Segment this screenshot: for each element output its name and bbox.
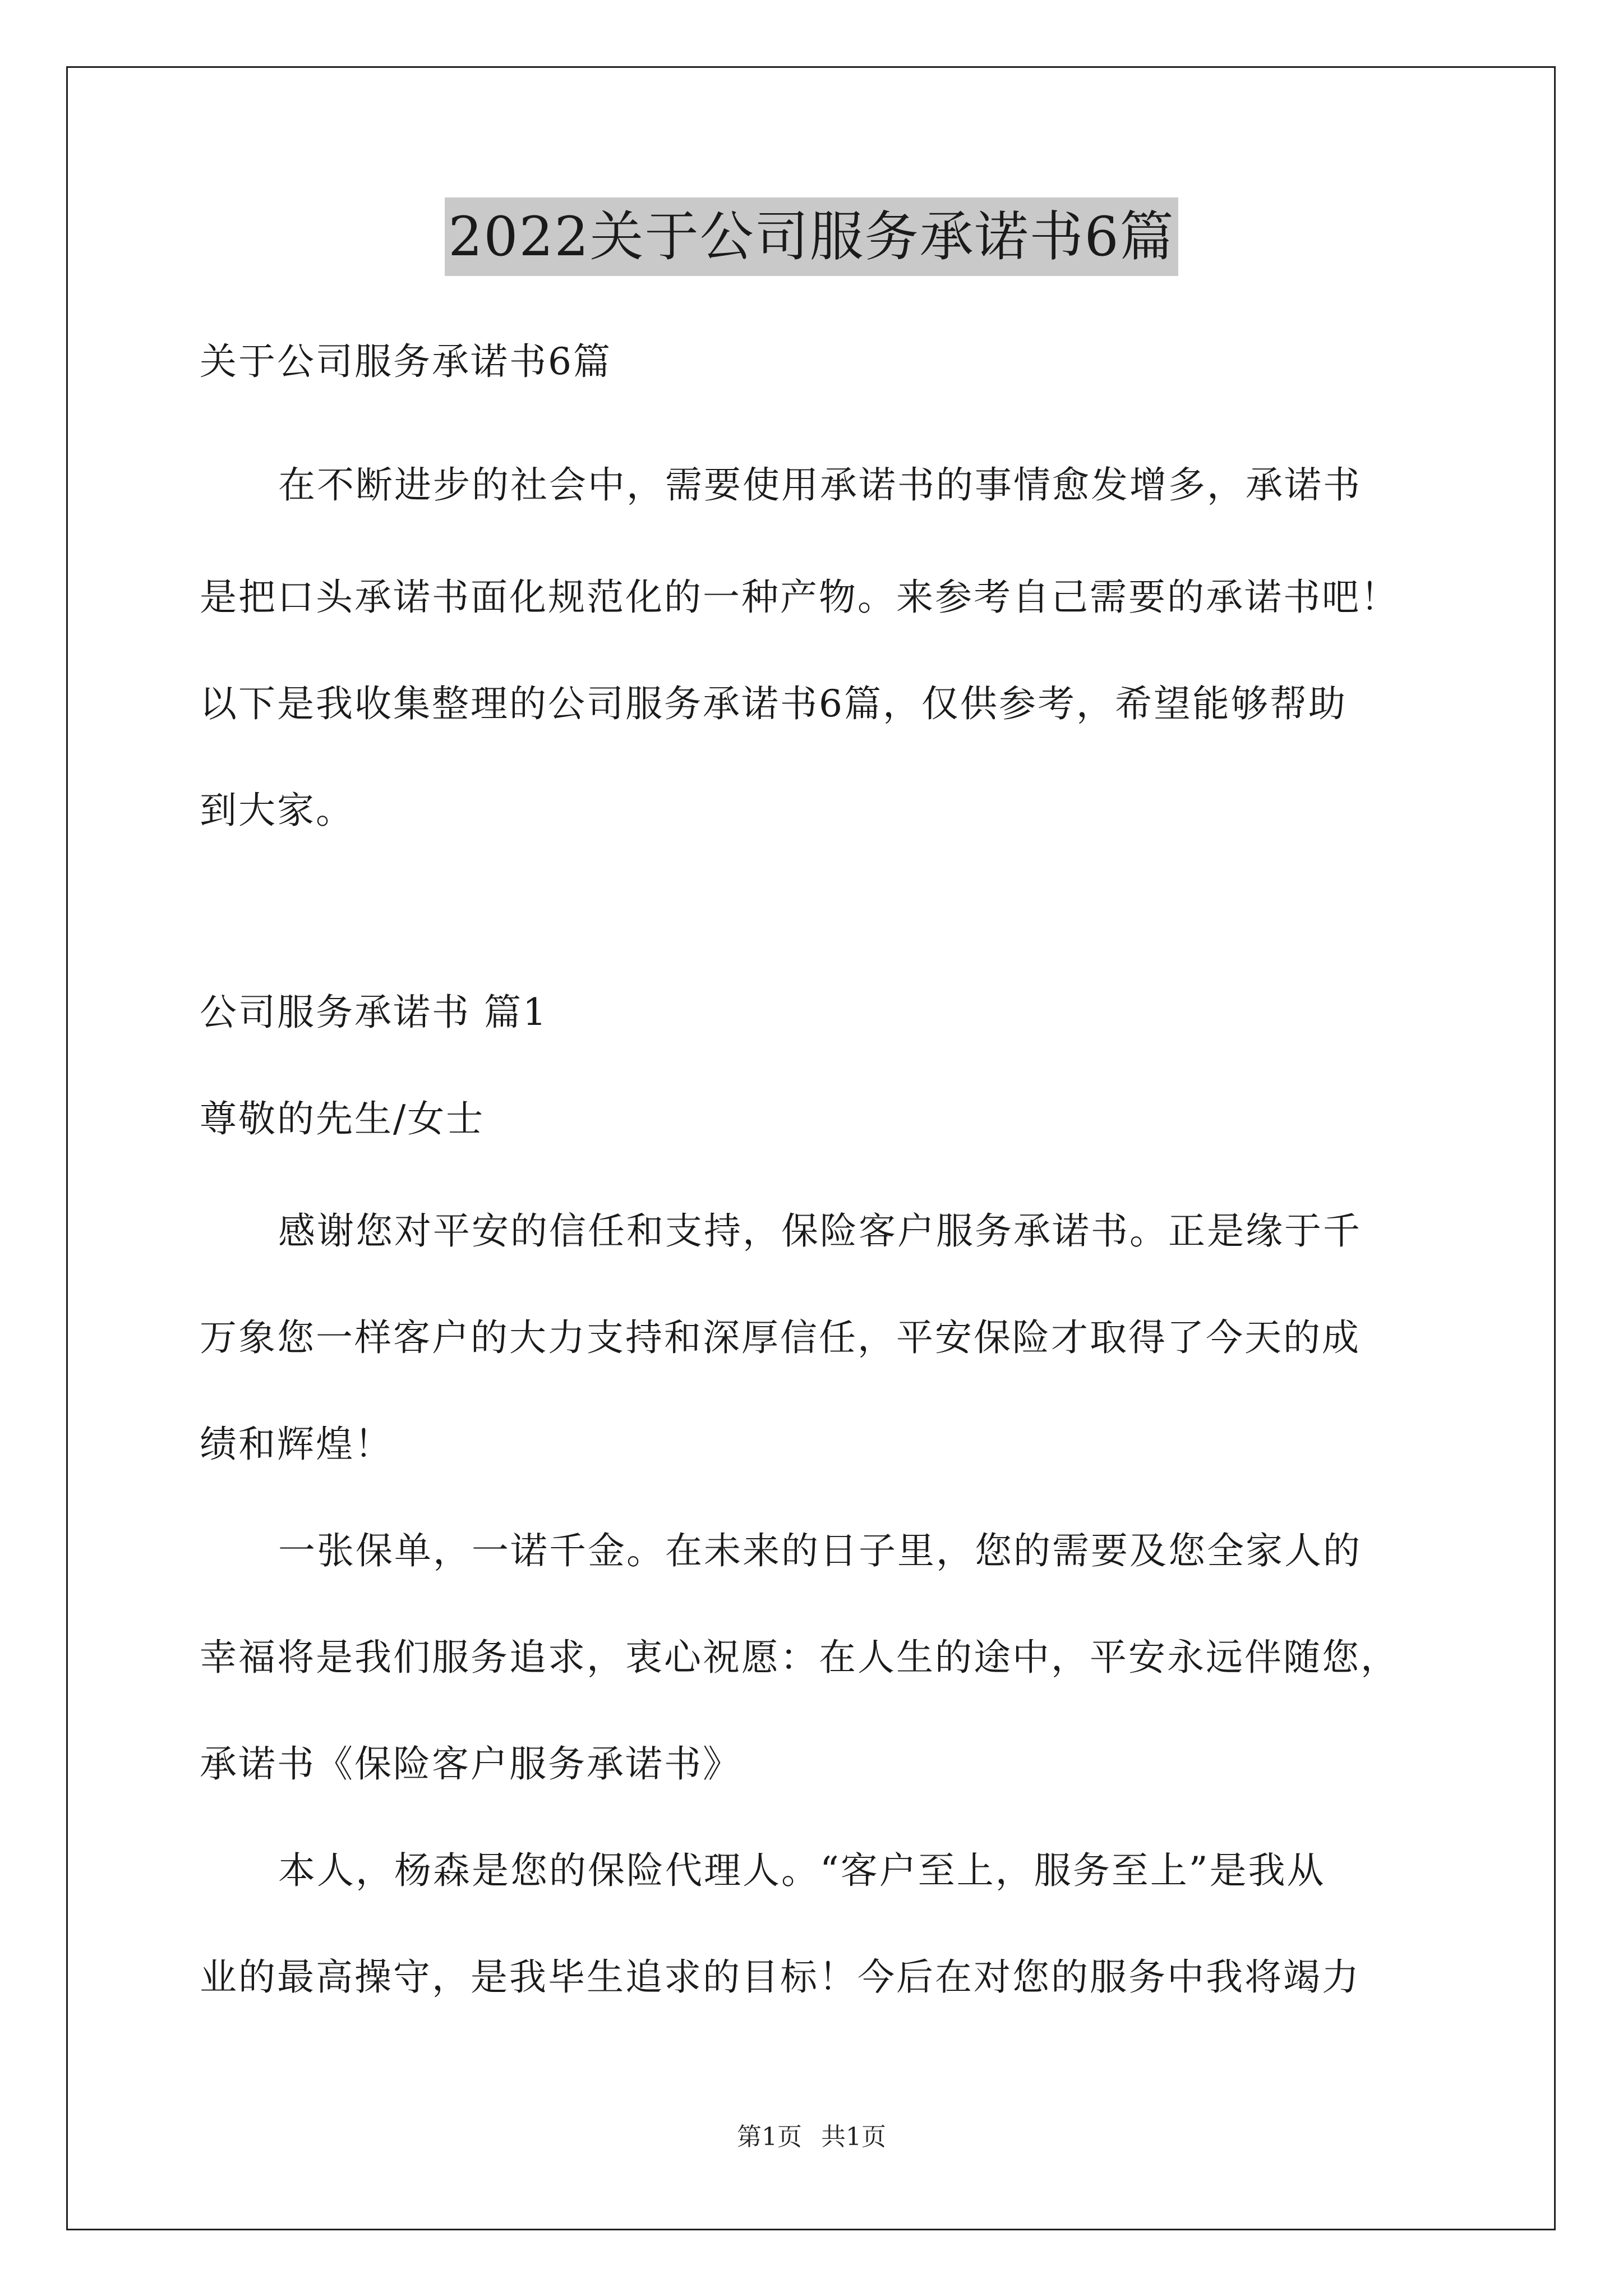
paragraph-line: 是把口头承诺书面化规范化的一种产物。来参考自己需要的承诺书吧！ [200, 576, 1399, 619]
paragraph-line: 在不断进步的社会中，需要使用承诺书的事情愈发增多，承诺书 [278, 463, 1362, 507]
paragraph-line: 感谢您对平安的信任和支持，保险客户服务承诺书。正是缘于千 [278, 1209, 1362, 1253]
section-heading: 公司服务承诺书 篇1 [200, 991, 548, 1034]
paragraph-line: 万象您一样客户的大力支持和深厚信任，平安保险才取得了今天的成 [200, 1316, 1361, 1359]
paragraph-line: 本人，杨森是您的保险代理人。“客户至上，服务至上”是我从 [278, 1849, 1326, 1892]
page-border [66, 66, 1556, 2230]
paragraph-line: 业的最高操守，是我毕生追求的目标！今后在对您的服务中我将竭力 [200, 1955, 1361, 1999]
paragraph-line: 到大家。 [200, 789, 354, 832]
page-footer [0, 2120, 1623, 2154]
subtitle-line: 关于公司服务承诺书6篇 [200, 340, 612, 383]
paragraph-line: 绩和辉煌！ [200, 1423, 393, 1466]
paragraph-line: 幸福将是我们服务追求，衷心祝愿：在人生的途中，平安永远伴随您， [200, 1636, 1399, 1679]
document-title: 2022关于公司服务承诺书6篇 [445, 197, 1178, 276]
page-total: 共1页 [821, 2123, 886, 2151]
title-container [0, 197, 1623, 276]
paragraph-line: 承诺书《保险客户服务承诺书》 [200, 1742, 741, 1786]
paragraph-line: 一张保单，一诺千金。在未来的日子里，您的需要及您全家人的 [278, 1529, 1362, 1572]
page-number: 第1页 [737, 2123, 802, 2151]
salutation-line: 尊敬的先生/女士 [200, 1097, 485, 1140]
paragraph-line: 以下是我收集整理的公司服务承诺书6篇，仅供参考，希望能够帮助 [200, 682, 1347, 725]
